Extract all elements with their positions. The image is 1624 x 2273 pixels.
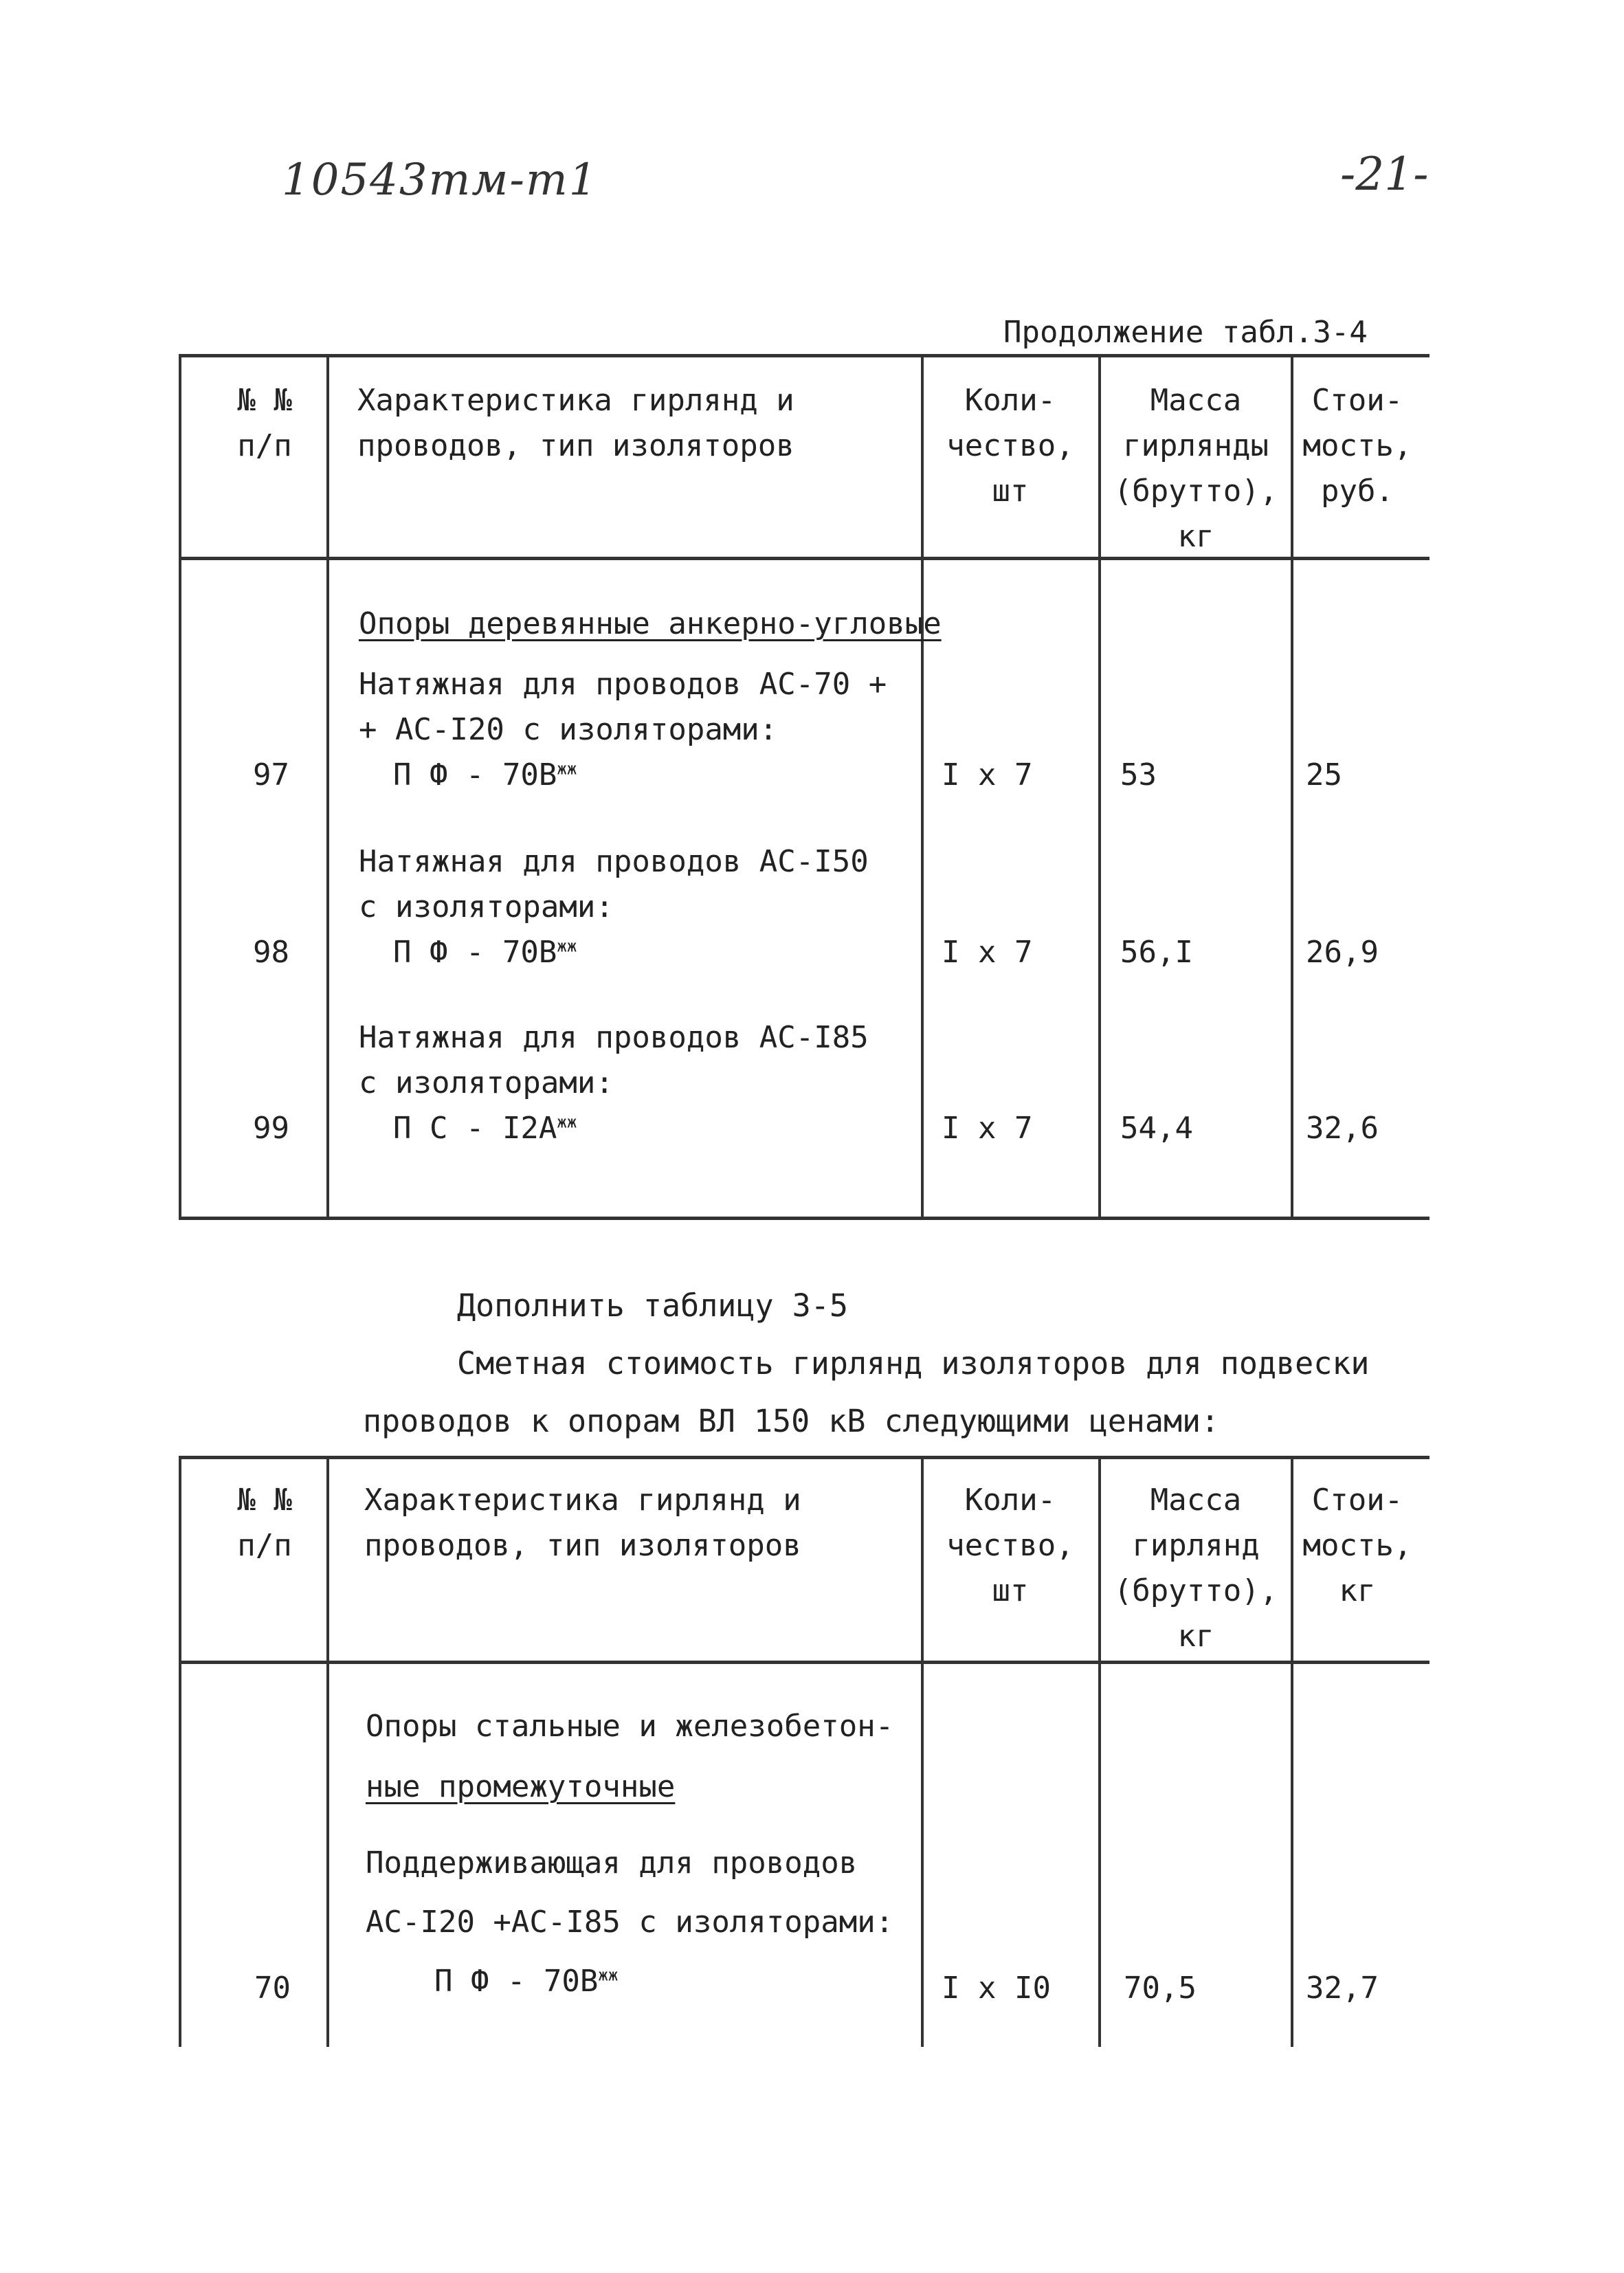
header-cost: Стои- мость, руб.	[1302, 383, 1412, 509]
table-3-5-addition	[179, 1456, 1430, 2047]
row-70-mass: 70,5	[1124, 1971, 1197, 2006]
row-97-description: Натяжная для проводов АС-70 + + АС-I20 с изоляторами: П Ф - $70В^{жж}$	[359, 667, 887, 792]
row-70-description: Поддерживающая для проводов АС-I20 +АС-I85 с изоляторами: П Ф - $70В^{жж}$	[366, 1845, 894, 1999]
document-code: 10543тм-т1	[282, 155, 599, 206]
section-title: Опоры стальные и железобетон- ные промежуточные	[366, 1709, 894, 1804]
header-characteristic: Характеристика гирлянд и проводов, тип изоляторов	[357, 383, 794, 463]
row-99-description: Натяжная для проводов АС-I85 с изоляторами: П С - $I2А^{жж}$	[359, 1020, 869, 1146]
row-97-cost: 25	[1306, 757, 1342, 792]
row-98-description: Натяжная для проводов АС-I50 с изоляторами: П Ф - $70В^{жж}$	[359, 844, 869, 970]
page-number: -21-	[1340, 148, 1429, 201]
footnote-mark: жж	[557, 936, 577, 956]
row-99-qty: I х 7	[942, 1111, 1033, 1146]
header-num: № № п/п	[237, 383, 292, 463]
row-99-cost: 32,6	[1306, 1111, 1379, 1146]
header-cost: Стои- мость, кг	[1302, 1483, 1412, 1608]
header-mass: Масса гирлянд (брутто), кг	[1113, 1483, 1278, 1654]
paragraph-line-3: проводов к опорам ВЛ 150 кВ следующими ценами:	[363, 1403, 1220, 1439]
footnote-mark: жж	[557, 1112, 577, 1132]
row-70-qty: I х I0	[942, 1971, 1051, 2006]
row-97-num: 97	[253, 757, 289, 792]
footnote-mark: жж	[598, 1965, 619, 1985]
paragraph-line-1: Дополнить таблицу 3-5	[457, 1287, 848, 1324]
paragraph-line-2: Сметная стоимость гирлянд изоляторов для подвески	[457, 1345, 1370, 1382]
row-97-mass: 53	[1120, 757, 1157, 792]
row-98-cost: 26,9	[1306, 935, 1379, 970]
row-99-num: 99	[253, 1111, 289, 1146]
section-title: Опоры деревянные анкерно-угловые	[359, 606, 942, 641]
row-99-mass: 54,4	[1120, 1111, 1193, 1146]
header-quantity: Коли- чество, шт	[946, 1483, 1074, 1608]
footnote-mark: жж	[557, 759, 577, 779]
row-70-num: 70	[254, 1971, 291, 2006]
row-98-qty: I х 7	[942, 935, 1033, 970]
row-98-mass: 56,I	[1120, 935, 1193, 970]
row-98-num: 98	[253, 935, 289, 970]
continuation-label: Продолжение табл.3-4	[1003, 315, 1368, 350]
table-3-4-continuation	[179, 354, 1430, 1227]
row-97-qty: I х 7	[942, 757, 1033, 792]
header-mass: Масса гирлянды (брутто), кг	[1113, 383, 1278, 554]
header-quantity: Коли- чество, шт	[946, 383, 1074, 509]
header-num: № № п/п	[237, 1483, 292, 1563]
header-characteristic: Характеристика гирлянд и проводов, тип изоляторов	[364, 1483, 801, 1563]
row-70-cost: 32,7	[1306, 1971, 1379, 2006]
